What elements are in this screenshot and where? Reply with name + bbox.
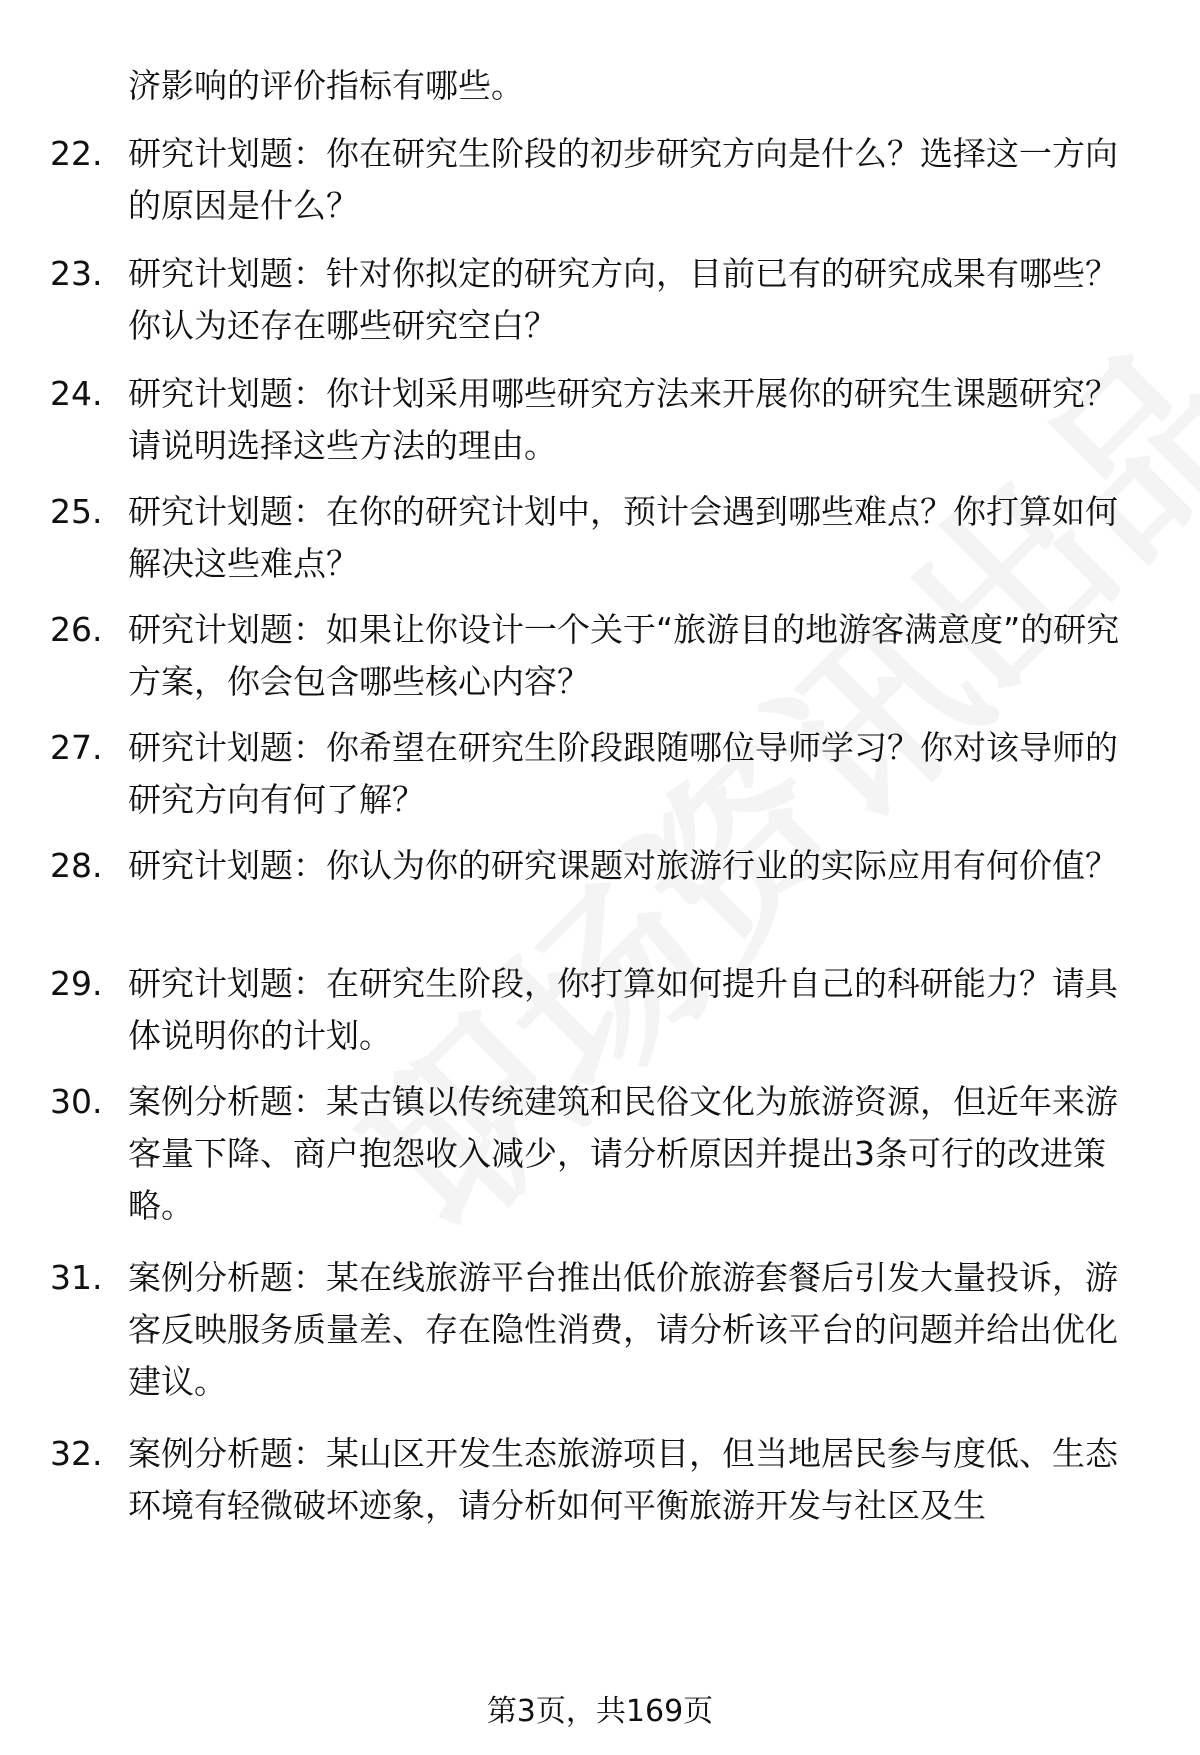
page-footer: 第3页，共169页 (486, 1694, 714, 1729)
item-text: 研究计划题：针对你拟定的研究方向，目前已有的研究成果有哪些？你认为还存在哪些研究空白？ (128, 254, 1118, 345)
item-number: 31. (50, 1258, 103, 1297)
item-number: 22. (50, 134, 103, 173)
item-text: 研究计划题：如果让你设计一个关于“旅游目的地游客满意度”的研究方案，你会包含哪些核心内容？ (128, 610, 1120, 701)
item-number: 30. (50, 1082, 103, 1121)
item-text: 研究计划题：你在研究生阶段的初步研究方向是什么？选择这一方向的原因是什么？ (128, 134, 1118, 225)
item-number: 24. (50, 374, 103, 413)
item-text: 研究计划题：你认为你的研究课题对旅游行业的实际应用有何价值？ (128, 846, 1118, 885)
item-text: 案例分析题：某山区开发生态旅游项目，但当地居民参与度低、生态环境有轻微破坏迹象，请分析如何平衡旅游开发与社区及生 (128, 1434, 1118, 1525)
item-number: 25. (50, 492, 103, 531)
item-number: 26. (50, 610, 103, 649)
continuation-text: 济影响的评价指标有哪些。 (128, 66, 524, 105)
item-text: 案例分析题：某在线旅游平台推出低价旅游套餐后引发大量投诉，游客反映服务质量差、存在隐性消费，请分析该平台的问题并给出优化建议。 (128, 1258, 1118, 1401)
item-number: 28. (50, 846, 103, 885)
item-text: 研究计划题：你希望在研究生阶段跟随哪位导师学习？你对该导师的研究方向有何了解？ (128, 728, 1118, 819)
item-number: 32. (50, 1434, 103, 1473)
item-number: 29. (50, 964, 103, 1003)
item-text: 案例分析题：某古镇以传统建筑和民俗文化为旅游资源，但近年来游客量下降、商户抱怨收入减少，请分析原因并提出3条可行的改进策略。 (128, 1082, 1118, 1225)
item-text: 研究计划题：在你的研究计划中，预计会遇到哪些难点？你打算如何解决这些难点？ (128, 492, 1118, 583)
item-number: 27. (50, 728, 103, 767)
item-text: 研究计划题：你计划采用哪些研究方法来开展你的研究生课题研究？请说明选择这些方法的理由。 (128, 374, 1118, 465)
item-number: 23. (50, 254, 103, 293)
item-text: 研究计划题：在研究生阶段，你打算如何提升自己的科研能力？请具体说明你的计划。 (128, 964, 1118, 1055)
